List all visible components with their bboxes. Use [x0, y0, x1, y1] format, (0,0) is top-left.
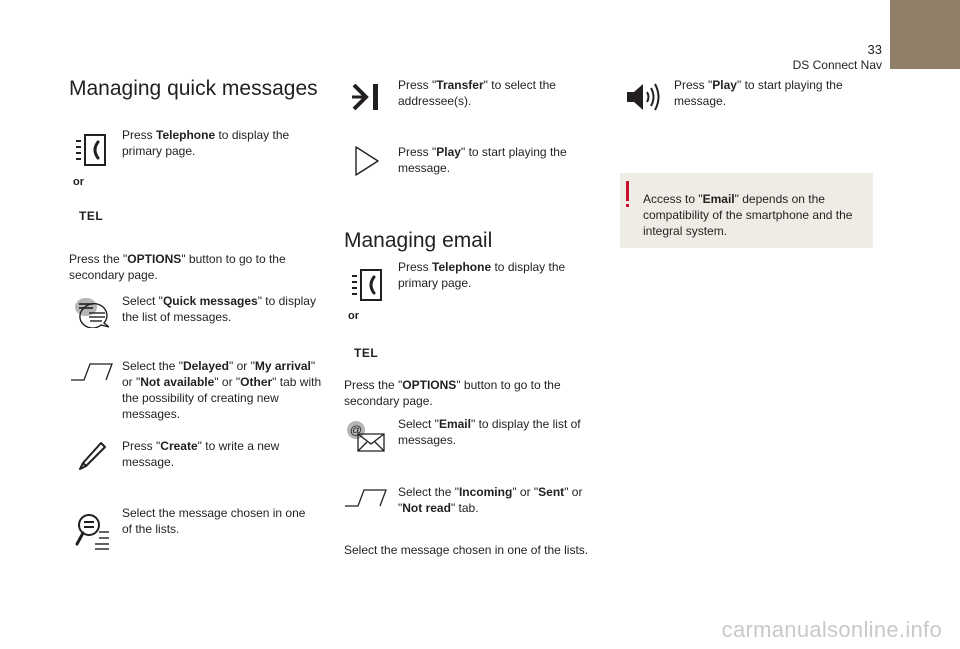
step-options: Press the "OPTIONS" button to go to the secondary page. [69, 252, 286, 282]
step-select-email-message: Select the message chosen in one of the lists. [344, 543, 589, 557]
tel-label: TEL [354, 346, 379, 360]
corner-tab [890, 0, 960, 69]
or-label: or [348, 310, 359, 322]
section-title: DS Connect Nav [792, 58, 882, 72]
watermark: carmanualsonline.info [721, 617, 942, 642]
tab-icon [70, 361, 114, 383]
warning-note [620, 173, 873, 248]
step-select-quick-messages: Select "Quick messages" to display the list of messages. [122, 294, 316, 324]
heading-managing-email: Managing email [344, 229, 493, 252]
step-press-telephone: Press Telephone to display the primary page. [122, 128, 290, 158]
page-number: 33 [867, 42, 882, 57]
pencil-icon [77, 441, 107, 473]
tab-icon [344, 487, 388, 509]
tel-label: TEL [79, 209, 104, 223]
quick-messages-icon [74, 296, 112, 328]
step-options-email: Press the "OPTIONS" button to go to the secondary page. [344, 378, 561, 408]
or-label: or [73, 176, 84, 188]
heading-quick-messages: Managing quick messages [69, 77, 318, 100]
message-list-icon [75, 512, 111, 550]
step-play-message: Press "Play" to start playing the message. [674, 78, 843, 108]
step-select-tab: Select the "Delayed" or "My arrival" or "Not available" or "Other" tab with the possibility of creating new messages. [122, 359, 322, 421]
telephone-icon [350, 268, 384, 302]
play-icon [354, 145, 380, 177]
telephone-icon [74, 133, 108, 167]
step-select-email-tab: Select the "Incoming" or "Sent" or "Not read" tab. [398, 485, 583, 515]
step-transfer: Press "Transfer" to select the addressee(s). [398, 78, 556, 108]
step-select-message: Select the message chosen in one of the lists. [122, 506, 306, 536]
email-icon [346, 420, 386, 452]
step-press-telephone-email: Press Telephone to display the primary page. [398, 260, 566, 290]
step-create: Press "Create" to write a new message. [122, 439, 280, 469]
transfer-icon [352, 83, 382, 111]
step-select-email: Select "Email" to display the list of messages. [398, 417, 581, 447]
warning-icon-dot [626, 204, 629, 207]
speaker-icon [625, 82, 661, 112]
warning-note-text: Access to "Email" depends on the compatibility of the smartphone and the integral system. [643, 192, 853, 238]
warning-icon [626, 181, 629, 201]
svg-text:@: @ [349, 423, 363, 437]
step-play: Press "Play" to start playing the message. [398, 145, 567, 175]
